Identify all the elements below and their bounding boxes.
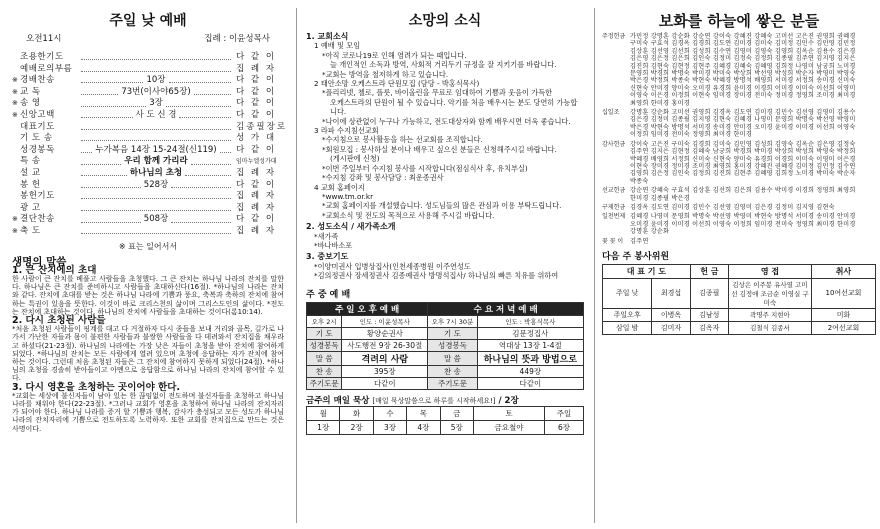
weekday-cell: 수 [373, 406, 406, 420]
leader-dots [81, 194, 231, 199]
stand-mark: ※ [12, 99, 18, 108]
service-row [307, 351, 584, 365]
stand-mark: ※ [12, 226, 18, 235]
leader-dots [81, 148, 92, 153]
order-content: 508장 [143, 214, 169, 225]
donor-category: 감사헌금 [602, 140, 626, 148]
news-line: *이양미권사 입병상집사(인천세종병원 이주연성도 [314, 261, 471, 271]
donor-names: 김혜경 나영미 문영희 박명숙 박선영 박영미 박현숙 방명석 서미경 송미경 안미경 오미경 윤미경 이미경 이선희 이영숙 이정희 임미경 전미숙 정영희 최미경 한미경 강명훈 강순화 [630, 213, 856, 236]
order-row [12, 87, 284, 99]
order-label: 경배찬송 [20, 75, 55, 86]
service-item-value: 다같이 [477, 377, 583, 389]
news-line: 오케스트라의 단원이 될 수 있습니다. 악기를 처음 배우시는 분도 당연히 가능합니다. [330, 97, 578, 117]
chapter-cell: 5장 [440, 420, 473, 434]
order-row [12, 145, 284, 157]
news-line: *아직 코로나19로 인해 염려가 되는 때입니다. [322, 50, 467, 60]
news-column [300, 0, 590, 529]
order-label: 송 영 [20, 98, 41, 109]
order-row [12, 110, 284, 122]
sermon-points [12, 264, 284, 433]
service-item-label: 말 씀 [307, 351, 342, 365]
sunday-pm-time: 오후 2시 [307, 315, 342, 327]
news-line: *교회는 방역을 철저하게 하고 있습니다. [322, 69, 449, 79]
order-leader: 다 같 이 [236, 75, 277, 86]
news-line: 4 교회 홈페이지 [314, 182, 365, 192]
meditation-table [306, 406, 584, 435]
order-of-worship [12, 52, 288, 238]
order-row [12, 156, 284, 168]
order-row [12, 52, 284, 64]
weekday-cell: 화 [340, 406, 373, 420]
news-line: *바나바소포 [314, 240, 353, 250]
leader-dots [81, 78, 143, 83]
order-row [12, 191, 284, 203]
duty-title: 다음 주 봉사위원 [602, 251, 670, 262]
news-line: 늘 개인적인 소독과 방역, 사회적 거리두기 규정을 잘 지키기를 바랍니다. [330, 60, 557, 70]
duty-table [602, 264, 876, 335]
duty-greet: 김철식 김종서 [728, 321, 811, 334]
worship-column [0, 0, 292, 529]
leader-dots [194, 90, 231, 95]
donor-names: 가민정 강명훈 강순화 강순연 강이숙 강혜진 강혜숙 고미선 고은진 권영희 권혜경 구미숙 구효석 김경옥 김경희 김도연 김미경 김미숙 김미정 김민수 김민영 김민정 김상훈 김선영 김선희 김성희 김수연 김영미 김영숙 김영희 김옥순 김용수 김은경 김은영 김은정 김은희 김인숙 김정미 김정숙 김정희 김종필 김주연 김지영 김지은 김진희 김현숙 김현정 김현주 김혜경 김혜숙 김혜영 김희정 나영미 남궁희 노미경 문영희 박경희 박명숙 박미경 박미숙 박상희 박선영 박성희 박순자 박영미 박영숙 박은경 박정희 박종숙 박현숙 박혜경 방명석 배영희 서미경 서정희 송미경 신미숙 신현숙 안미경 양미숙 오미경 유경희 윤미경 이경희 이미경 이미숙 이선희 이영미 이영숙 이은경 이정희 이현숙 임미경 장미경 전미숙 정미경 정영희 조미경 최미경 최영희 한미경 홍미경 [630, 33, 856, 107]
news-line: *수지침 강좌 및 봉사담당 : 최운종권사 [322, 173, 444, 183]
order-content: 하나님의 초청 [129, 167, 183, 178]
service-item-value: 사도행전 9장 26-30절 [342, 339, 428, 351]
stand-note: ※ 표는 일어서서 [118, 241, 178, 251]
duty-pray: 최경섭 [652, 278, 690, 308]
duty-svc: 주일오후 [603, 308, 652, 321]
service-item-value: 449장 [477, 365, 583, 377]
news-list [306, 32, 584, 281]
leader-dots [81, 125, 231, 130]
sunday-pm-leader: 인도 : 이윤성목사 [342, 315, 428, 327]
duty-header: 대 표 기 도 [603, 264, 691, 278]
order-content: 3장 [149, 98, 163, 109]
order-leader: 임마누엘성가대 [236, 158, 277, 166]
order-label: 대표기도 [20, 121, 55, 132]
order-leader: 집 례 자 [236, 63, 277, 74]
news-title: 소망의 소식 [408, 13, 482, 29]
chapter-cell: 3장 [373, 420, 406, 434]
news-line: 1 예배 및 모임 [314, 41, 361, 51]
leader-dots [81, 102, 146, 107]
news-line: *플리리넷, 첼로, 플룻, 바이올린을 무료로 임대하여 기쁨과 웃음이 가득한 [322, 88, 553, 98]
wed-pm-leader: 인도 : 박홍식목사 [477, 315, 583, 327]
sermon-point-body: *처음 초청된 사람들이 핑계를 대고 다 거절하자 다시 종들을 보내 거리와 골목, 길가로 나가서 가난한 자들과 몸이 불편한 사람들과 불쌍한 사람들을 다 데려와서 잔치집을 채우라고 하셨다(21-23절). 하나님의 나라에는 가장 낮은 자들이 초청을 받아 잔치에 참여하게 되었다. *하나님의 잔치는 모든 사람에게 열려 있으며 초청에 응답하는 자가 잔치에 참여하는 것이다. 그런데 처음 초청된 자들은 그 잔치에 참여하지 못하게 되었다(24절). *하나님의 초청을 경솔히 받아들이고 아멘으로 응답함으로 하나님 나라의 잔치에 참여할 수 있다. [12, 325, 284, 383]
wed-pm-time: 오후 7시 30분 [428, 315, 477, 327]
stand-mark: ※ [12, 215, 18, 224]
order-label: 광 고 [20, 202, 41, 213]
donor-category: 일천번제 [602, 213, 626, 221]
order-content: 73번(이사야65장) [121, 86, 191, 97]
weekday-cell: 목 [407, 406, 440, 420]
meditation-suffix: / 2장 [498, 395, 519, 406]
daily-meditation [306, 394, 584, 406]
order-leader: 다 같 이 [236, 98, 277, 109]
order-leader: 집 례 자 [236, 167, 277, 178]
duty-pray: 김미자 [652, 321, 690, 334]
news-heading: 1. 교회소식 [306, 32, 349, 41]
news-line: *김의정권사 장세정권사 김종예권사 방명석집사/ 하나님의 빠른 치유를 위하여 [314, 271, 559, 281]
sermon-point-heading: 3. 다시 영혼을 초청하는 곳이어야 한다. [12, 381, 181, 393]
order-label: 설 교 [20, 167, 41, 178]
leader-dots [81, 136, 231, 141]
donor-group [602, 213, 876, 235]
service-item-label: 주기도문 [428, 377, 477, 389]
meditation-note: [매일 묵상말씀으로 하루를 시작하세요!] [372, 396, 496, 405]
news-line: *수지침으로 봉사활동을 하는 선교회를 조직합니다. [322, 135, 483, 145]
order-row [12, 121, 288, 134]
stand-mark: ※ [12, 87, 18, 96]
donors-column [598, 0, 880, 529]
worship-title: 주일 낮 예배 [109, 13, 187, 29]
service-item-value: 격려의 사람 [342, 351, 428, 365]
duty-svc: 주일 낮 [603, 278, 652, 308]
order-content: 사 도 신 경 [135, 109, 177, 120]
leader-dots [185, 171, 231, 176]
service-item-value: 395장 [342, 365, 428, 377]
donor-group [602, 33, 876, 107]
leader-dots [81, 229, 231, 234]
leader-dots [169, 78, 231, 83]
service-item-label: 말 씀 [428, 351, 477, 365]
service-item-value: 다같이 [342, 377, 428, 389]
leader-dots [81, 90, 118, 95]
leader-dots [81, 67, 231, 72]
weekday-cell: 토 [473, 406, 544, 420]
news-line: *교회소식 및 전도의 목적으로 사용해 주시길 바랍니다. [322, 210, 495, 220]
weekday-services-table [306, 302, 584, 390]
meditation-title: 금주의 매일 묵상 [306, 395, 370, 406]
order-row [12, 133, 284, 145]
order-row [12, 214, 284, 226]
service-item-label: 찬 송 [307, 365, 342, 377]
leader-dots [81, 160, 121, 165]
service-row [307, 327, 584, 339]
news-line: (게시판에 신청) [330, 154, 380, 164]
sermon-point-body: *교회는 세상에 불신자들이 남아 있는 한 끊임없이 전도하며 불신자들을 초청하고 하나님 나라를 채워야 한다(22-23절). *그러나 교회가 영혼을 초청하여 하나님 나라의 잔치자리가 되어야 한다. 하나님 나라를 증거 할 기쁨과 행복, 감사가 충성되고 모든 성도가 하나님 나라의 잔치자리에 기쁨으로 전도하도록 노력하자. 또한 교회를 잔치집으로 만드는 것은 사명이다. [12, 391, 284, 433]
order-row [12, 180, 284, 192]
sermon-section [12, 255, 284, 433]
news-line: *새가족 [314, 231, 339, 241]
news-line: *이번 주일부터 수지침 봉사를 시작합니다(점심식사 후, 유치부실) [322, 163, 528, 173]
donor-category: 구제헌금 [602, 203, 626, 211]
donor-category: 주정헌금 [602, 33, 626, 40]
service-item-label: 성경봉독 [428, 339, 477, 351]
order-row [12, 168, 284, 180]
order-leader: 집 례 자 [236, 225, 277, 236]
news-line: *www.tm.or.kr [322, 191, 374, 201]
order-content: 528장 [143, 179, 169, 190]
worship-time: 오전11시 [26, 34, 62, 44]
chapter-cell: 4장 [407, 420, 440, 434]
leader-dots [81, 55, 231, 60]
order-leader: 김종필장로 [236, 121, 288, 132]
order-label: 성경봉독 [20, 144, 55, 155]
news-line: *나이에 상관없이 누구나 가능하고, 전도대상자와 함께 배우시면 더욱 좋습니다. [322, 116, 571, 126]
donor-names: 김경옥 김도연 김미경 김민수 김선영 김영미 김은경 김정미 김지영 김현숙 [630, 203, 835, 211]
duty-offer: 김남성 [690, 308, 728, 321]
service-item-value: 황양순권사 [342, 327, 428, 339]
duty-row [603, 321, 876, 334]
news-line: *교회 홈페이지를 개설했습니다. 성도님들의 많은 관심과 이용 부탁드립니다. [322, 201, 562, 211]
leader-dots [81, 171, 127, 176]
leader-dots [81, 113, 133, 118]
order-label: 교 독 [20, 86, 41, 97]
order-leader: 다 같 이 [236, 109, 277, 120]
order-row [12, 64, 284, 76]
wed-pm-title: 수 요 저 녁 예 배 [428, 302, 584, 315]
service-item-label: 성경봉독 [307, 339, 342, 351]
order-label: 예배로의부름 [20, 63, 73, 74]
duty-header: 헌 금 [690, 264, 728, 278]
donor-group [602, 187, 876, 202]
duty-cook: 미화 [811, 308, 875, 321]
stand-mark: ※ [12, 110, 18, 119]
duty-header: 취사 [811, 264, 875, 278]
news-line: *회원모집 : 봉사하실 분이나 배우고 싶으신 분들은 신청해주시길 바랍니다. [322, 144, 557, 154]
leader-dots [81, 206, 231, 211]
order-content: 10장 [146, 75, 166, 86]
donor-category: 꽃 꽂 이 [602, 237, 624, 245]
order-label: 결단찬송 [20, 214, 55, 225]
sunday-pm-title: 주 일 오 후 예 배 [307, 302, 428, 315]
service-item-label: 찬 송 [428, 365, 477, 377]
order-leader: 다 같 이 [236, 144, 277, 155]
weekday-cell: 월 [307, 406, 340, 420]
sermon-point-body: 한 사람이 큰 잔치를 베풀고 사람들을 초청했다. 그 큰 잔치는 하나님 나라의 잔치를 말한다. 하나님은 큰 잔치를 준비하시고 사람들을 초대하신다(16절). *하나님의 나라는 잔치와 같다. 잔치에 초대를 받는 것은 하나님 나라에 기쁨과 풍요, 축복과 축하의 잔치에 참여하는 특권이 있음을 뜻한다. 이것이 바로 크리스천의 삶이며 그리스도인의 삶이다. *전도는 잔치에 초대하는 것이다. 하나님의 잔치에 사람들을 초대하는 것이다(롬10:14). [12, 274, 284, 316]
order-label: 특 송 [20, 156, 41, 167]
weekday-services-title: 주 중 예 배 [306, 289, 351, 300]
chapter-cell: 6장 [545, 420, 584, 434]
donor-group [602, 141, 876, 185]
donor-names: 강명훈 강순화 고미선 권영희 김경옥 김도연 김미경 김민수 김선영 김영미 김용수 김은경 김정미 김종필 김지영 김현숙 김혜경 나영미 문영희 박명숙 박선영 박영미 박은경 박현숙 방명석 서미경 송미경 안미경 오미경 윤미경 이미경 이선희 이영숙 이정희 임미경 전미숙 정영희 최미경 한미경 [630, 109, 856, 139]
chapter-cell: 금요철야 [473, 420, 544, 434]
service-row [307, 377, 584, 389]
leader-dots [81, 218, 141, 223]
chapter-cell: 2장 [340, 420, 373, 434]
service-item-label: 기 도 [428, 327, 477, 339]
order-label: 봉헌기도 [20, 191, 55, 202]
leader-dots [220, 148, 231, 153]
order-leader: 집 례 자 [236, 191, 277, 202]
news-line: 3 라파 수지침선교회 [314, 126, 379, 136]
service-row [307, 365, 584, 377]
order-label: 신앙고백 [20, 109, 55, 120]
weekday-cell: 주일 [545, 406, 584, 420]
news-line: 2 태안소망 오케스트라 단원모집 (담당 - 박홍식목사) [314, 79, 480, 89]
order-leader: 다 같 이 [236, 214, 277, 225]
service-item-label: 기 도 [307, 327, 342, 339]
leader-dots [191, 160, 231, 165]
order-label: 축 도 [20, 225, 41, 236]
weekday-cell: 금 [440, 406, 473, 420]
order-leader: 다 같 이 [236, 52, 277, 62]
donor-group [602, 109, 876, 139]
service-item-value: 역대상 13장 1-4절 [477, 339, 583, 351]
donor-group [602, 204, 876, 211]
order-label: 봉 헌 [20, 179, 41, 190]
stand-mark: ※ [12, 76, 18, 85]
news-heading: 3. 중보기도 [306, 252, 349, 262]
leader-dots [81, 183, 141, 188]
chapter-cell: 1장 [307, 420, 340, 434]
service-item-value: 김문정집사 [477, 327, 583, 339]
order-leader: 다 같 이 [236, 179, 277, 190]
column-divider [594, 8, 595, 523]
duty-svc: 삼일 밤 [603, 321, 652, 334]
order-label: 기 도 송 [20, 133, 53, 144]
column-divider [296, 8, 297, 523]
duty-offer: 김종필 [690, 278, 728, 308]
leader-dots [171, 218, 231, 223]
order-row [12, 226, 284, 238]
duty-cook: 2여선교회 [811, 321, 875, 334]
order-content: 누가복음 14장 15-24절(신119) [95, 144, 217, 155]
sermon-point-heading: 1. 큰 잔치에의 초대 [12, 264, 97, 276]
duty-pray: 이병옥 [652, 308, 690, 321]
sermon-point-heading: 2. 다시 초청된 사람들 [12, 314, 106, 326]
duty-row [603, 278, 876, 308]
donor-names: 강이숙 고은진 구미숙 김경희 김미숙 김민영 김성희 김영숙 김옥순 김은영 김정숙 김주연 김지은 김현정 김혜숙 남궁희 박경희 박미경 박상희 박성희 박영숙 박정희 박혜경 배영희 서정희 신미숙 신현숙 양미숙 유경희 이경희 이미숙 이영미 이은경 이현숙 장미경 정미경 조미경 최영희 홍미경 강혜진 권혜경 김미정 김민정 김수연 김영희 김은정 김인숙 김정희 김진희 김현주 김혜영 김희정 노미경 박미숙 박순자 박종숙 [630, 140, 856, 185]
donor-names: 김주연 [630, 237, 649, 245]
worship-meta [12, 32, 284, 44]
order-label: 조용한기도 [20, 52, 64, 62]
service-item-value: 하나님의 뜻과 방법으로 [477, 351, 583, 365]
duty-greet: 김상은 이주봉 유사열 고미선 김정애 조금순 이영실 구미숙 [728, 278, 811, 308]
duty-greet: 곽명주 지현아 [728, 308, 811, 321]
leader-dots [166, 102, 231, 107]
order-leader: 집 례 자 [236, 202, 277, 213]
sermon-title: 생명의 말씀 [12, 255, 67, 268]
order-leader: 다 같 이 [236, 86, 277, 97]
duty-header: 영 접 [728, 264, 811, 278]
duty-offer: 김옥자 [690, 321, 728, 334]
donor-names: 강순연 강혜숙 구효석 김상훈 김선희 김은희 김용수 박미경 이경희 정영희 최영희 한미경 김종필 박은경 [630, 187, 856, 202]
worship-presider: 집례 : 이윤성목사 [204, 34, 270, 44]
service-item-label: 주기도문 [307, 377, 342, 389]
leader-dots [171, 183, 231, 188]
order-row [12, 203, 284, 215]
donor-group [602, 238, 876, 245]
service-row [307, 339, 584, 351]
duty-row [603, 308, 876, 321]
order-leader: 성 가 대 [236, 133, 277, 144]
order-row [12, 98, 284, 110]
donors-list [602, 33, 876, 245]
donors-title: 보화를 하늘에 쌓은 분들 [658, 12, 820, 30]
leader-dots [179, 113, 231, 118]
duty-cook: 10여선교회 [811, 278, 875, 308]
order-row [12, 75, 284, 87]
donor-category: 십일조 [602, 109, 620, 117]
order-content: 우리 함께 가리라 [124, 156, 188, 167]
donor-category: 선교헌금 [602, 187, 626, 195]
news-heading: 2. 성도소식 / 새가족소개 [306, 222, 396, 232]
